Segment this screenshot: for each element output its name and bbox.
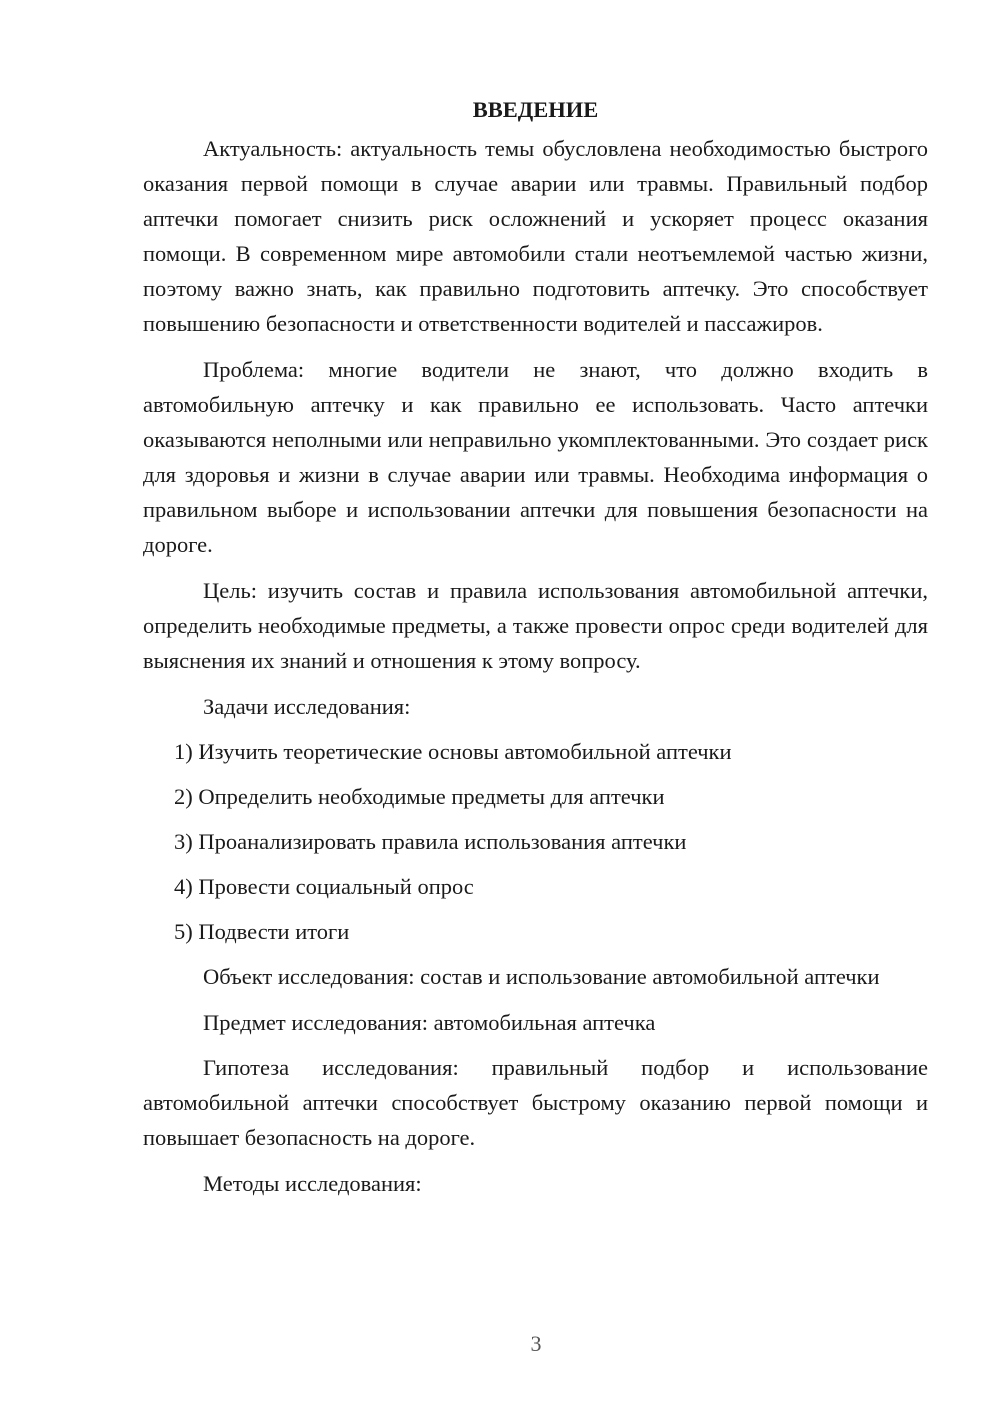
tasks-list xyxy=(143,734,928,949)
hypothesis-paragraph: Гипотеза исследования: правильный подбор и использование автомобильной аптечки способствует быстрому оказанию первой помощи и повышает безопасность на дороге. xyxy=(143,1055,928,1150)
page-title: ВВЕДЕНИЕ xyxy=(472,97,599,122)
list-item: 2) Определить необходимые предметы для аптечки xyxy=(174,784,665,809)
goal-paragraph: Цель: изучить состав и правила использования автомобильной аптечки, определить необходимые предметы, а также провести опрос среди водителей для выяснения их знаний и отношения к этому вопросу. xyxy=(143,578,928,673)
problem-paragraph: Проблема: многие водители не знают, что должно входить в автомобильную аптечку и как правильно ее использовать. Часто аптечки оказываются неполными или неправильно укомплектованными. Это создает риск для здоровья и жизни в случае аварии или травмы. Необходима информация о правильном выборе и использовании аптечки для повышения безопасности на дороге. xyxy=(143,357,928,557)
list-item: 5) Подвести итоги xyxy=(174,919,350,944)
list-item: 3) Проанализировать правила использования аптечки xyxy=(174,829,687,854)
methods-heading: Методы исследования: xyxy=(203,1171,422,1196)
page-content xyxy=(143,92,928,1211)
tasks-heading: Задачи исследования: xyxy=(203,694,411,719)
list-item: 4) Провести социальный опрос xyxy=(174,874,474,899)
object-paragraph: Объект исследования: состав и использование автомобильной аптечки xyxy=(203,964,880,989)
list-item: 1) Изучить теоретические основы автомобильной аптечки xyxy=(174,739,732,764)
page-number: 3 xyxy=(530,1331,542,1356)
relevance-paragraph: Актуальность: актуальность темы обусловлена необходимостью быстрого оказания первой помощи в случае аварии или травмы. Правильный подбор аптечки помогает снизить риск осложнений и ускоряет процесс оказания помощи. В современном мире автомобили стали неотъемлемой частью жизни, поэтому важно знать, как правильно подготовить аптечку. Это способствует повышению безопасности и ответственности водителей и пассажиров. xyxy=(143,136,928,336)
subject-paragraph: Предмет исследования: автомобильная аптечка xyxy=(203,1010,656,1035)
